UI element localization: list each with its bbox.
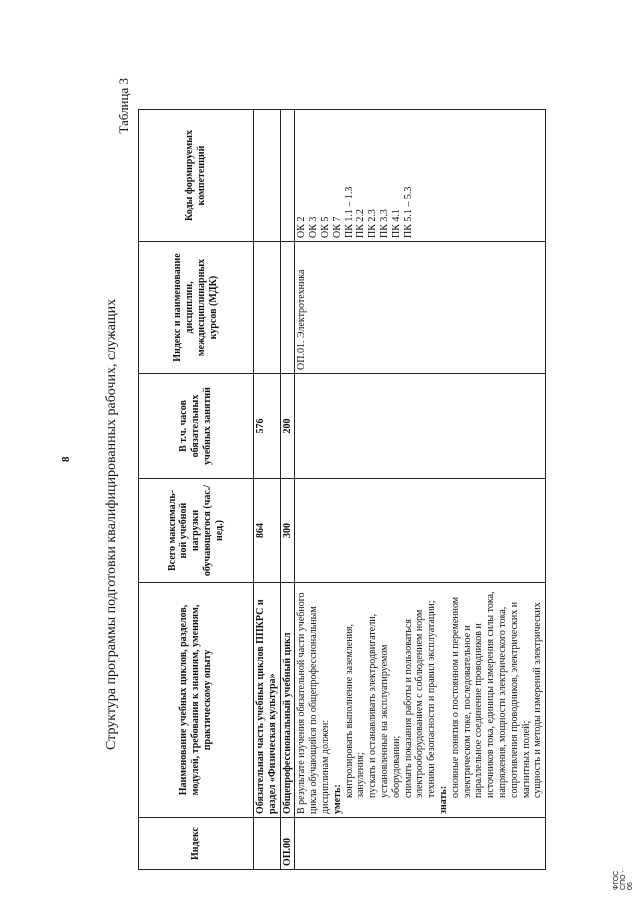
header-index: Индекс — [139, 818, 254, 870]
footer-code: ФГОС СПО - 06 — [613, 870, 634, 890]
umet-label: уметь: — [331, 784, 343, 814]
competence-code: ПК 2.3 — [367, 209, 379, 238]
structure-table — [138, 109, 546, 870]
mandatory-part-max-load: 864 — [254, 479, 281, 583]
header-name: Наименование учебных циклов, разделов, модулей, требования к знаниям, умениям, практическому опыту — [139, 583, 254, 818]
header-max-load: Всего максималь-ной учебной нагрузки обучающегося (час./нед.) — [139, 479, 254, 583]
competence-code: ОК 2 — [296, 216, 308, 238]
document-title: Структура программы подготовки квалифицированных рабочих, служащих — [104, 298, 119, 750]
header-row — [139, 110, 254, 870]
header-mandatory: В т.ч. часов обязательных учебных занятий — [139, 374, 254, 479]
znat-item: основные понятия о постоянном и переменном электрическом токе, последовательное и параллельное соединение проводников и источников тока, единицы измерения силы тока, напряжения, мощности электрического тока, сопротивления проводников, электрических и магнитных полей; — [449, 591, 532, 798]
competence-code: ПК 3.3 — [378, 209, 390, 238]
competence-code: ПК 2.2 — [355, 209, 367, 238]
op00-max-load: 300 — [280, 479, 295, 583]
znat-item: сущность и методы измерений электрических — [532, 602, 544, 798]
competence-code: ОК 7 — [331, 216, 343, 238]
competence-codes — [295, 110, 546, 242]
competence-code: ПК 1.1 – 1.3 — [343, 186, 355, 238]
table-row — [295, 110, 546, 870]
structure-table-wrap — [138, 109, 546, 870]
znat-label: знать: — [437, 785, 449, 814]
competence-code: ПК 4.1 — [390, 209, 402, 238]
competence-code: ОК 5 — [319, 216, 331, 238]
discipline-name: ОП.01. Электротехника — [295, 242, 546, 374]
op00-index: ОП.00 — [280, 818, 295, 870]
mandatory-part-hours: 576 — [254, 374, 281, 479]
umet-item: снимать показания работы и пользоваться электрооборудованием с соблюдением норм техники безопасности и правил эксплуатации; — [402, 600, 438, 798]
op00-name: Общепрофессиональный учебный цикл — [280, 583, 295, 818]
header-discipline: Индекс и наименование дисциплин, междисциплинарных курсов (МДК) — [139, 242, 254, 374]
table-row — [254, 110, 281, 870]
rotated-sheet — [100, 20, 620, 880]
op00-hours: 200 — [280, 374, 295, 479]
table-row — [280, 110, 295, 870]
header-codes: Коды формируемых компетенций — [139, 110, 254, 242]
competence-code: ПК 5.1 – 5.3 — [402, 186, 414, 238]
umet-item: контролировать выполнение заземления, зануления; — [343, 623, 367, 798]
mandatory-part-name: Обязательная часть учебных циклов ППКРС и раздел «Физическая культура» — [254, 583, 281, 818]
detail-requirements — [295, 583, 546, 818]
page-number: 8 — [60, 456, 72, 462]
umet-item: пускать и останавливать электродвигатели, установленные на эксплуатируемом оборудовании; — [367, 613, 402, 798]
competence-code: ОК 3 — [308, 216, 320, 238]
detail-intro: В результате изучения обязательной части учебного цикла обучающийся по общепрофессиональным дисциплинам должен: — [296, 592, 331, 814]
table-label: Таблица 3 — [116, 78, 131, 134]
